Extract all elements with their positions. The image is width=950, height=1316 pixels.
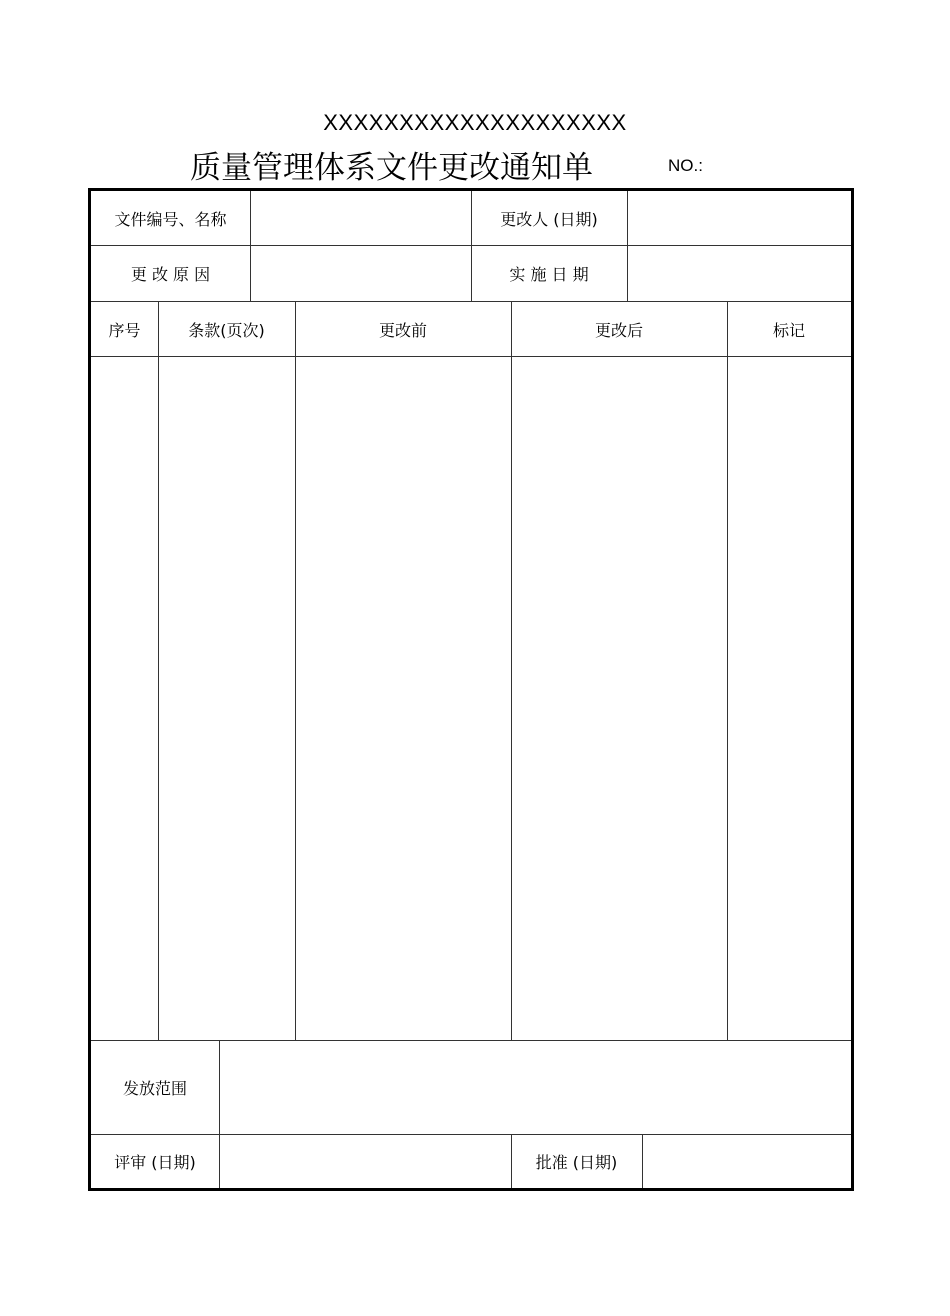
column-divider (642, 1134, 643, 1188)
column-header-before: 更改前 (378, 320, 427, 340)
form-table (88, 188, 854, 1191)
column-divider (219, 1040, 220, 1188)
doc-number-name-field[interactable] (252, 191, 471, 245)
approve-date-field[interactable] (644, 1135, 851, 1188)
column-header-clause: 条款(页次) (188, 320, 265, 340)
form-number-label: NO.: (668, 156, 703, 175)
column-divider (250, 191, 251, 301)
doc-number-name-label: 文件编号、名称 (114, 209, 227, 229)
column-header-mark: 标记 (772, 320, 805, 340)
review-date-field[interactable] (221, 1135, 511, 1188)
table-cell-seq[interactable] (91, 358, 158, 1040)
implement-date-field[interactable] (629, 246, 851, 301)
company-name: XXXXXXXXXXXXXXXXXXXX (323, 110, 627, 135)
column-divider (511, 301, 512, 1040)
column-divider (627, 191, 628, 301)
column-divider (158, 301, 159, 1040)
distribution-label: 发放范围 (122, 1079, 187, 1098)
table-cell-after[interactable] (513, 358, 727, 1040)
table-cell-before[interactable] (297, 358, 511, 1040)
review-date-label: 评审 (日期) (114, 1153, 196, 1172)
column-header-after: 更改后 (594, 320, 643, 340)
column-divider (727, 301, 728, 1040)
change-reason-label: 更 改 原 因 (130, 265, 211, 284)
row-divider (91, 356, 851, 357)
implement-date-label: 实 施 日 期 (509, 265, 589, 284)
column-divider (295, 301, 296, 1040)
column-header-seq: 序号 (108, 320, 141, 340)
table-cell-clause[interactable] (160, 358, 295, 1040)
change-reason-field[interactable] (252, 246, 471, 301)
changer-date-field[interactable] (629, 191, 851, 245)
approve-date-label: 批准 (日期) (535, 1153, 618, 1172)
changer-date-label: 更改人 (日期) (500, 209, 598, 229)
distribution-field[interactable] (221, 1041, 851, 1134)
table-cell-mark[interactable] (729, 358, 851, 1040)
form-title: 质量管理体系文件更改通知单 (190, 150, 593, 186)
